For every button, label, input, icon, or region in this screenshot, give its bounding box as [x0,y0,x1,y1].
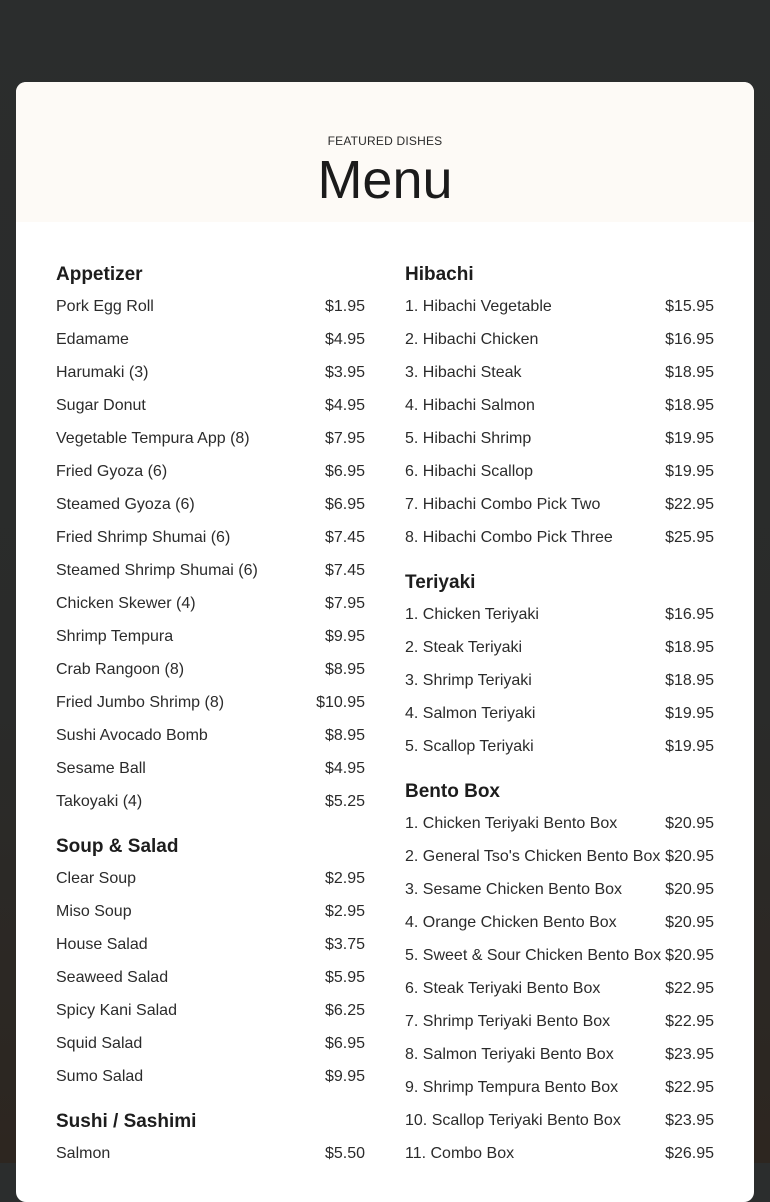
menu-item-price: $2.95 [324,902,365,920]
menu-item [405,1071,714,1104]
menu-item-name: 5. Scallop Teriyaki [405,737,534,755]
section-title: Sushi / Sashimi [56,1111,197,1132]
section-title: Teriyaki [405,572,476,593]
menu-item-price: $20.95 [665,814,714,832]
menu-item [56,620,365,653]
menu-item-name: 3. Shrimp Teriyaki [405,671,532,689]
menu-item-price: $20.95 [665,847,714,865]
menu-item-name: Crab Rangoon (8) [56,660,185,678]
menu-item-price: $3.95 [324,363,365,381]
menu-item-name: Seaweed Salad [56,968,169,986]
menu-item [56,752,365,785]
menu-item-price: $5.25 [324,792,365,810]
menu-item-price: $20.95 [665,880,714,898]
menu-item-price: $9.95 [324,627,365,645]
menu-item [56,422,365,455]
menu-item-name: Fried Gyoza (6) [56,462,168,480]
menu-item-price: $20.95 [665,913,714,931]
menu-item-name: Squid Salad [56,1034,143,1052]
menu-section-bento-box [405,777,714,1170]
menu-item [405,1005,714,1038]
menu-item-price: $18.95 [665,396,714,414]
menu-item-price: $8.95 [324,660,365,678]
menu-item [56,356,365,389]
page-title: Menu [317,150,453,210]
menu-item-price: $19.95 [665,462,714,480]
menu-item-name: Harumaki (3) [56,363,149,381]
menu-item-name: 7. Shrimp Teriyaki Bento Box [405,1012,611,1030]
menu-item [405,840,714,873]
menu-item-name: Sumo Salad [56,1067,144,1085]
menu-section-hibachi [405,260,714,554]
menu-item-price: $19.95 [665,429,714,447]
menu-item [56,994,365,1027]
menu-item-name: Miso Soup [56,902,132,920]
menu-item [56,653,365,686]
menu-item-price: $8.95 [324,726,365,744]
menu-item [405,488,714,521]
menu-item [405,939,714,972]
menu-item-price: $22.95 [665,495,714,513]
menu-item-name: 1. Chicken Teriyaki Bento Box [405,814,618,832]
menu-item-price: $22.95 [665,979,714,997]
menu-item-price: $6.95 [324,495,365,513]
menu-item-name: 10. Scallop Teriyaki Bento Box [405,1111,621,1129]
menu-item-price: $16.95 [665,330,714,348]
menu-item-price: $23.95 [665,1045,714,1063]
menu-item-price: $19.95 [665,737,714,755]
menu-item [56,323,365,356]
menu-column-right [405,260,714,1184]
menu-item-name: 5. Hibachi Shrimp [405,429,532,447]
menu-item-price: $2.95 [324,869,365,887]
menu-header [16,82,754,222]
menu-item [56,521,365,554]
menu-item-name: Salmon [56,1144,111,1162]
menu-item [405,1104,714,1137]
menu-item-name: 8. Hibachi Combo Pick Three [405,528,613,546]
menu-item-price: $10.95 [316,693,365,711]
menu-item [56,895,365,928]
menu-item-price: $3.75 [324,935,365,953]
menu-item-name: 11. Combo Box [405,1144,515,1162]
menu-item [405,356,714,389]
menu-item-name: Clear Soup [56,869,137,887]
menu-item-name: Fried Jumbo Shrimp (8) [56,693,225,711]
menu-item [405,1137,714,1170]
menu-item [56,1137,365,1170]
menu-item-name: Chicken Skewer (4) [56,594,196,612]
menu-item-price: $1.95 [324,297,365,315]
menu-item [56,719,365,752]
menu-item-name: 7. Hibachi Combo Pick Two [405,495,601,513]
menu-column-left [56,260,365,1184]
menu-item [56,290,365,323]
menu-item-price: $9.95 [324,1067,365,1085]
menu-item [56,488,365,521]
featured-dishes-label: FEATURED DISHES [327,134,443,148]
menu-item-price: $5.50 [324,1144,365,1162]
menu-item-name: 1. Chicken Teriyaki [405,605,539,623]
section-title: Bento Box [405,781,500,802]
menu-item [56,785,365,818]
menu-item-price: $4.95 [324,759,365,777]
menu-item [405,807,714,840]
menu-item [405,455,714,488]
menu-item-price: $22.95 [665,1078,714,1096]
menu-item [405,873,714,906]
menu-item-price: $16.95 [665,605,714,623]
menu-item [405,290,714,323]
menu-item [405,664,714,697]
menu-item [405,1038,714,1071]
menu-item [56,1060,365,1093]
menu-item-name: 4. Hibachi Salmon [405,396,535,414]
menu-item-price: $20.95 [665,946,714,964]
menu-item-price: $6.25 [324,1001,365,1019]
menu-item-name: 6. Hibachi Scallop [405,462,534,480]
menu-item-price: $7.45 [324,528,365,546]
menu-item [405,389,714,422]
menu-item-name: Steamed Gyoza (6) [56,495,195,513]
menu-item-name: 2. General Tso's Chicken Bento Box [405,847,661,865]
menu-section-sushi-sashimi [56,1107,365,1170]
menu-item [56,587,365,620]
menu-item-price: $19.95 [665,704,714,722]
menu-section-soup-and-salad [56,832,365,1093]
menu-item [56,554,365,587]
menu-item [405,697,714,730]
menu-item [405,631,714,664]
menu-item [405,598,714,631]
menu-section-teriyaki [405,568,714,763]
menu-item [56,862,365,895]
menu-item-name: House Salad [56,935,148,953]
menu-item-name: Pork Egg Roll [56,297,154,315]
menu-item [405,521,714,554]
menu-item [405,730,714,763]
menu-card [16,82,754,1202]
menu-item-name: Steamed Shrimp Shumai (6) [56,561,258,579]
menu-item-name: 9. Shrimp Tempura Bento Box [405,1078,619,1096]
menu-item [56,928,365,961]
menu-item-price: $25.95 [665,528,714,546]
menu-item-name: 6. Steak Teriyaki Bento Box [405,979,601,997]
menu-item-name: Edamame [56,330,129,348]
menu-item-name: 3. Hibachi Steak [405,363,522,381]
menu-item-price: $26.95 [665,1144,714,1162]
menu-item-price: $7.95 [324,594,365,612]
menu-item [405,422,714,455]
menu-item-price: $5.95 [324,968,365,986]
menu-item-price: $22.95 [665,1012,714,1030]
menu-item [405,906,714,939]
section-title: Appetizer [56,264,143,285]
menu-item-name: Sesame Ball [56,759,146,777]
menu-item-name: 2. Hibachi Chicken [405,330,539,348]
menu-item-name: 4. Orange Chicken Bento Box [405,913,617,931]
menu-item-price: $23.95 [665,1111,714,1129]
menu-item [405,323,714,356]
menu-item-name: 3. Sesame Chicken Bento Box [405,880,623,898]
menu-item-name: Sugar Donut [56,396,146,414]
menu-item [56,961,365,994]
menu-item-name: Fried Shrimp Shumai (6) [56,528,231,546]
menu-item-price: $15.95 [665,297,714,315]
menu-section-appetizer [56,260,365,818]
menu-item-name: 8. Salmon Teriyaki Bento Box [405,1045,614,1063]
menu-item [405,972,714,1005]
menu-item-name: 5. Sweet & Sour Chicken Bento Box [405,946,662,964]
menu-item-price: $4.95 [324,330,365,348]
menu-item [56,1027,365,1060]
menu-item-name: Spicy Kani Salad [56,1001,177,1019]
menu-item-name: Vegetable Tempura App (8) [56,429,250,447]
menu-item-price: $7.95 [324,429,365,447]
menu-item-name: 2. Steak Teriyaki [405,638,523,656]
menu-item-name: 4. Salmon Teriyaki [405,704,536,722]
menu-item-name: Sushi Avocado Bomb [56,726,208,744]
menu-item-price: $18.95 [665,363,714,381]
menu-item-name: Takoyaki (4) [56,792,143,810]
menu-item-name: 1. Hibachi Vegetable [405,297,552,315]
menu-item-price: $4.95 [324,396,365,414]
menu-item-price: $6.95 [324,1034,365,1052]
menu-item-name: Shrimp Tempura [56,627,174,645]
menu-item-price: $7.45 [324,561,365,579]
section-title: Hibachi [405,264,474,285]
menu-item-price: $6.95 [324,462,365,480]
section-title: Soup & Salad [56,836,179,857]
menu-item-price: $18.95 [665,671,714,689]
menu-item [56,686,365,719]
menu-item-price: $18.95 [665,638,714,656]
menu-item [56,389,365,422]
menu-item [56,455,365,488]
